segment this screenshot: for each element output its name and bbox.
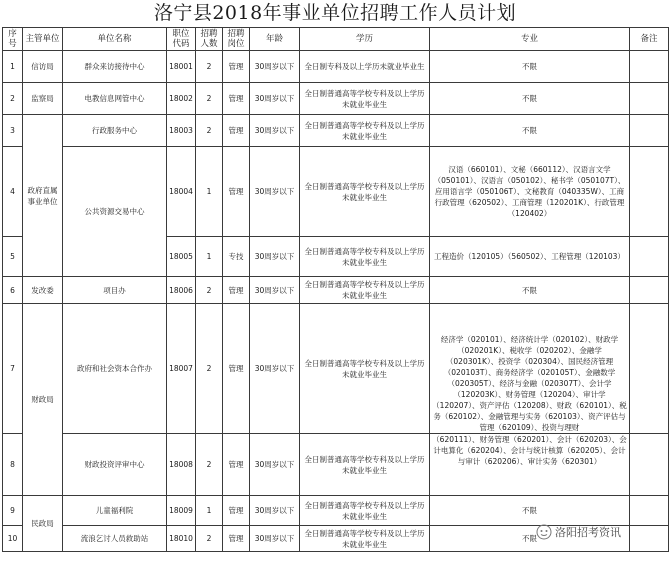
cell-code: 18010 xyxy=(167,526,196,552)
cell-count: 2 xyxy=(196,434,223,496)
cell-note xyxy=(630,277,669,304)
cell-age: 30周岁以下 xyxy=(250,434,300,496)
table-row xyxy=(3,83,669,115)
cell-no: 2 xyxy=(3,83,23,115)
watermark-text: 洛阳招考资讯 xyxy=(555,526,621,539)
cell-dept: 监察局 xyxy=(23,83,63,115)
cell-type: 管理 xyxy=(223,526,250,552)
cell-age: 30周岁以下 xyxy=(250,237,300,277)
cell-age: 30周岁以下 xyxy=(250,304,300,434)
cell-code: 18002 xyxy=(167,83,196,115)
header-count: 招聘人数 xyxy=(196,28,223,51)
cell-type: 管理 xyxy=(223,434,250,496)
header-major: 专业 xyxy=(430,28,630,51)
cell-count: 1 xyxy=(196,237,223,277)
header-dept: 主管单位 xyxy=(23,28,63,51)
wechat-icon xyxy=(536,524,552,540)
cell-age: 30周岁以下 xyxy=(250,51,300,83)
cell-code: 18003 xyxy=(167,115,196,147)
table-row xyxy=(3,434,669,496)
cell-age: 30周岁以下 xyxy=(250,115,300,147)
cell-no: 6 xyxy=(3,277,23,304)
cell-edu: 全日制普通高等学校专科及以上学历未就业毕业生 xyxy=(300,115,430,147)
cell-type: 管理 xyxy=(223,83,250,115)
cell-major: 不限 xyxy=(430,496,630,526)
cell-note xyxy=(630,51,669,83)
cell-no: 3 xyxy=(3,115,23,147)
cell-code: 18006 xyxy=(167,277,196,304)
cell-dept: 民政局 xyxy=(23,496,63,552)
cell-major: 不限 xyxy=(430,277,630,304)
cell-unit: 儿童福利院 xyxy=(63,496,167,526)
cell-unit: 电教信息网管中心 xyxy=(63,83,167,115)
cell-major: 工程造价（120105）（560502）、工程管理（120103） xyxy=(430,237,630,277)
cell-note xyxy=(630,434,669,496)
header-unit: 单位名称 xyxy=(63,28,167,51)
cell-note xyxy=(630,237,669,277)
cell-no: 7 xyxy=(3,304,23,434)
cell-edu: 全日制普通高等学校专科及以上学历未就业毕业生 xyxy=(300,237,430,277)
header-note: 备注 xyxy=(630,28,669,51)
cell-edu: 全日制普通高等学校专科及以上学历未就业毕业生 xyxy=(300,83,430,115)
cell-note xyxy=(630,115,669,147)
header-no: 序号 xyxy=(3,28,23,51)
cell-count: 2 xyxy=(196,51,223,83)
cell-edu: 全日制普通高等学校专科及以上学历未就业毕业生 xyxy=(300,496,430,526)
cell-note xyxy=(630,83,669,115)
cell-code: 18004 xyxy=(167,147,196,237)
cell-major: 不限 xyxy=(430,115,630,147)
cell-count: 1 xyxy=(196,496,223,526)
cell-major: 不限 xyxy=(430,51,630,83)
cell-no: 4 xyxy=(3,147,23,237)
cell-count: 2 xyxy=(196,115,223,147)
table-row xyxy=(3,115,669,147)
cell-note xyxy=(630,304,669,434)
cell-dept: 发改委 xyxy=(23,277,63,304)
cell-count: 2 xyxy=(196,304,223,434)
cell-edu: 全日制普通高等学校专科及以上学历未就业毕业生 xyxy=(300,434,430,496)
cell-age: 30周岁以下 xyxy=(250,83,300,115)
cell-type: 管理 xyxy=(223,115,250,147)
header-code: 职位代码 xyxy=(167,28,196,51)
cell-no: 5 xyxy=(3,237,23,277)
cell-code: 18001 xyxy=(167,51,196,83)
page-title: 洛宁县2018年事业单位招聘工作人员计划 xyxy=(153,2,517,24)
header-row xyxy=(3,28,669,51)
cell-dept: 财政局 xyxy=(23,304,63,496)
cell-unit: 公共资源交易中心 xyxy=(63,147,167,277)
cell-count: 1 xyxy=(196,147,223,237)
cell-major: 不限 xyxy=(430,83,630,115)
cell-major: （620111）、财务管理（620201）、会计（620203）、会计电算化（620204）、会计与统计核算（620205）、会计与审计（620206）、审计实务（620301） xyxy=(430,434,630,496)
cell-unit: 项目办 xyxy=(63,277,167,304)
cell-unit: 政府和社会资本合作办 xyxy=(63,304,167,434)
cell-unit: 财政投资评审中心 xyxy=(63,434,167,496)
recruitment-table xyxy=(2,27,669,552)
cell-unit: 流浪乞讨人员救助站 xyxy=(63,526,167,552)
cell-major: 汉语（660101）、文秘（660112）、汉语言文学（050101）、汉语言（050102）、秘书学（050107T）、应用语言学（050106T）、文秘教育（040335W）、工商行政管理（620502）、工商管理（120201K）、行政管理（120402） xyxy=(430,147,630,237)
cell-no: 9 xyxy=(3,496,23,526)
cell-major: 经济学（020101）、经济统计学（020102）、财政学（020201K）、税收学（020202）、金融学（020301K）、投资学（020304）、国民经济管理（020103T）、商务经济学（020105T）、金融数学（020305T）、经济与金融（020307T）、会计学（120203K）、财务管理（120204）、审计学（120207）、资产评估（120208）、财政（620101）、税务（620102）、金融管理与实务（620103）、资产评估与管理（620109）、投资与理财 xyxy=(430,304,630,434)
cell-count: 2 xyxy=(196,277,223,304)
cell-no: 1 xyxy=(3,51,23,83)
cell-no: 8 xyxy=(3,434,23,496)
cell-age: 30周岁以下 xyxy=(250,147,300,237)
cell-code: 18007 xyxy=(167,304,196,434)
table-row xyxy=(3,277,669,304)
cell-code: 18009 xyxy=(167,496,196,526)
cell-type: 管理 xyxy=(223,277,250,304)
cell-major: 不限 xyxy=(430,526,630,552)
header-age: 年龄 xyxy=(250,28,300,51)
cell-age: 30周岁以下 xyxy=(250,277,300,304)
cell-edu: 全日制普通高等学校专科及以上学历未就业毕业生 xyxy=(300,304,430,434)
cell-note xyxy=(630,147,669,237)
watermark xyxy=(536,521,666,543)
cell-no: 10 xyxy=(3,526,23,552)
table-row xyxy=(3,147,669,237)
header-edu: 学历 xyxy=(300,28,430,51)
cell-age: 30周岁以下 xyxy=(250,496,300,526)
table-row xyxy=(3,304,669,434)
cell-count: 2 xyxy=(196,526,223,552)
cell-age: 30周岁以下 xyxy=(250,526,300,552)
cell-unit: 行政服务中心 xyxy=(63,115,167,147)
cell-dept: 政府直属事业单位 xyxy=(23,115,63,277)
cell-unit: 群众来访接待中心 xyxy=(63,51,167,83)
cell-edu: 全日制普通高等学校专科及以上学历未就业毕业生 xyxy=(300,526,430,552)
cell-count: 2 xyxy=(196,83,223,115)
cell-dept: 信访局 xyxy=(23,51,63,83)
cell-edu: 全日制普通高等学校专科及以上学历未就业毕业生 xyxy=(300,147,430,237)
cell-type: 管理 xyxy=(223,304,250,434)
cell-code: 18008 xyxy=(167,434,196,496)
cell-edu: 全日制专科及以上学历未就业毕业生 xyxy=(300,51,430,83)
header-type: 招聘岗位 xyxy=(223,28,250,51)
cell-edu: 全日制普通高等学校专科及以上学历未就业毕业生 xyxy=(300,277,430,304)
table-row xyxy=(3,51,669,83)
cell-code: 18005 xyxy=(167,237,196,277)
cell-type: 管理 xyxy=(223,496,250,526)
cell-type: 专技 xyxy=(223,237,250,277)
cell-type: 管理 xyxy=(223,51,250,83)
cell-type: 管理 xyxy=(223,147,250,237)
